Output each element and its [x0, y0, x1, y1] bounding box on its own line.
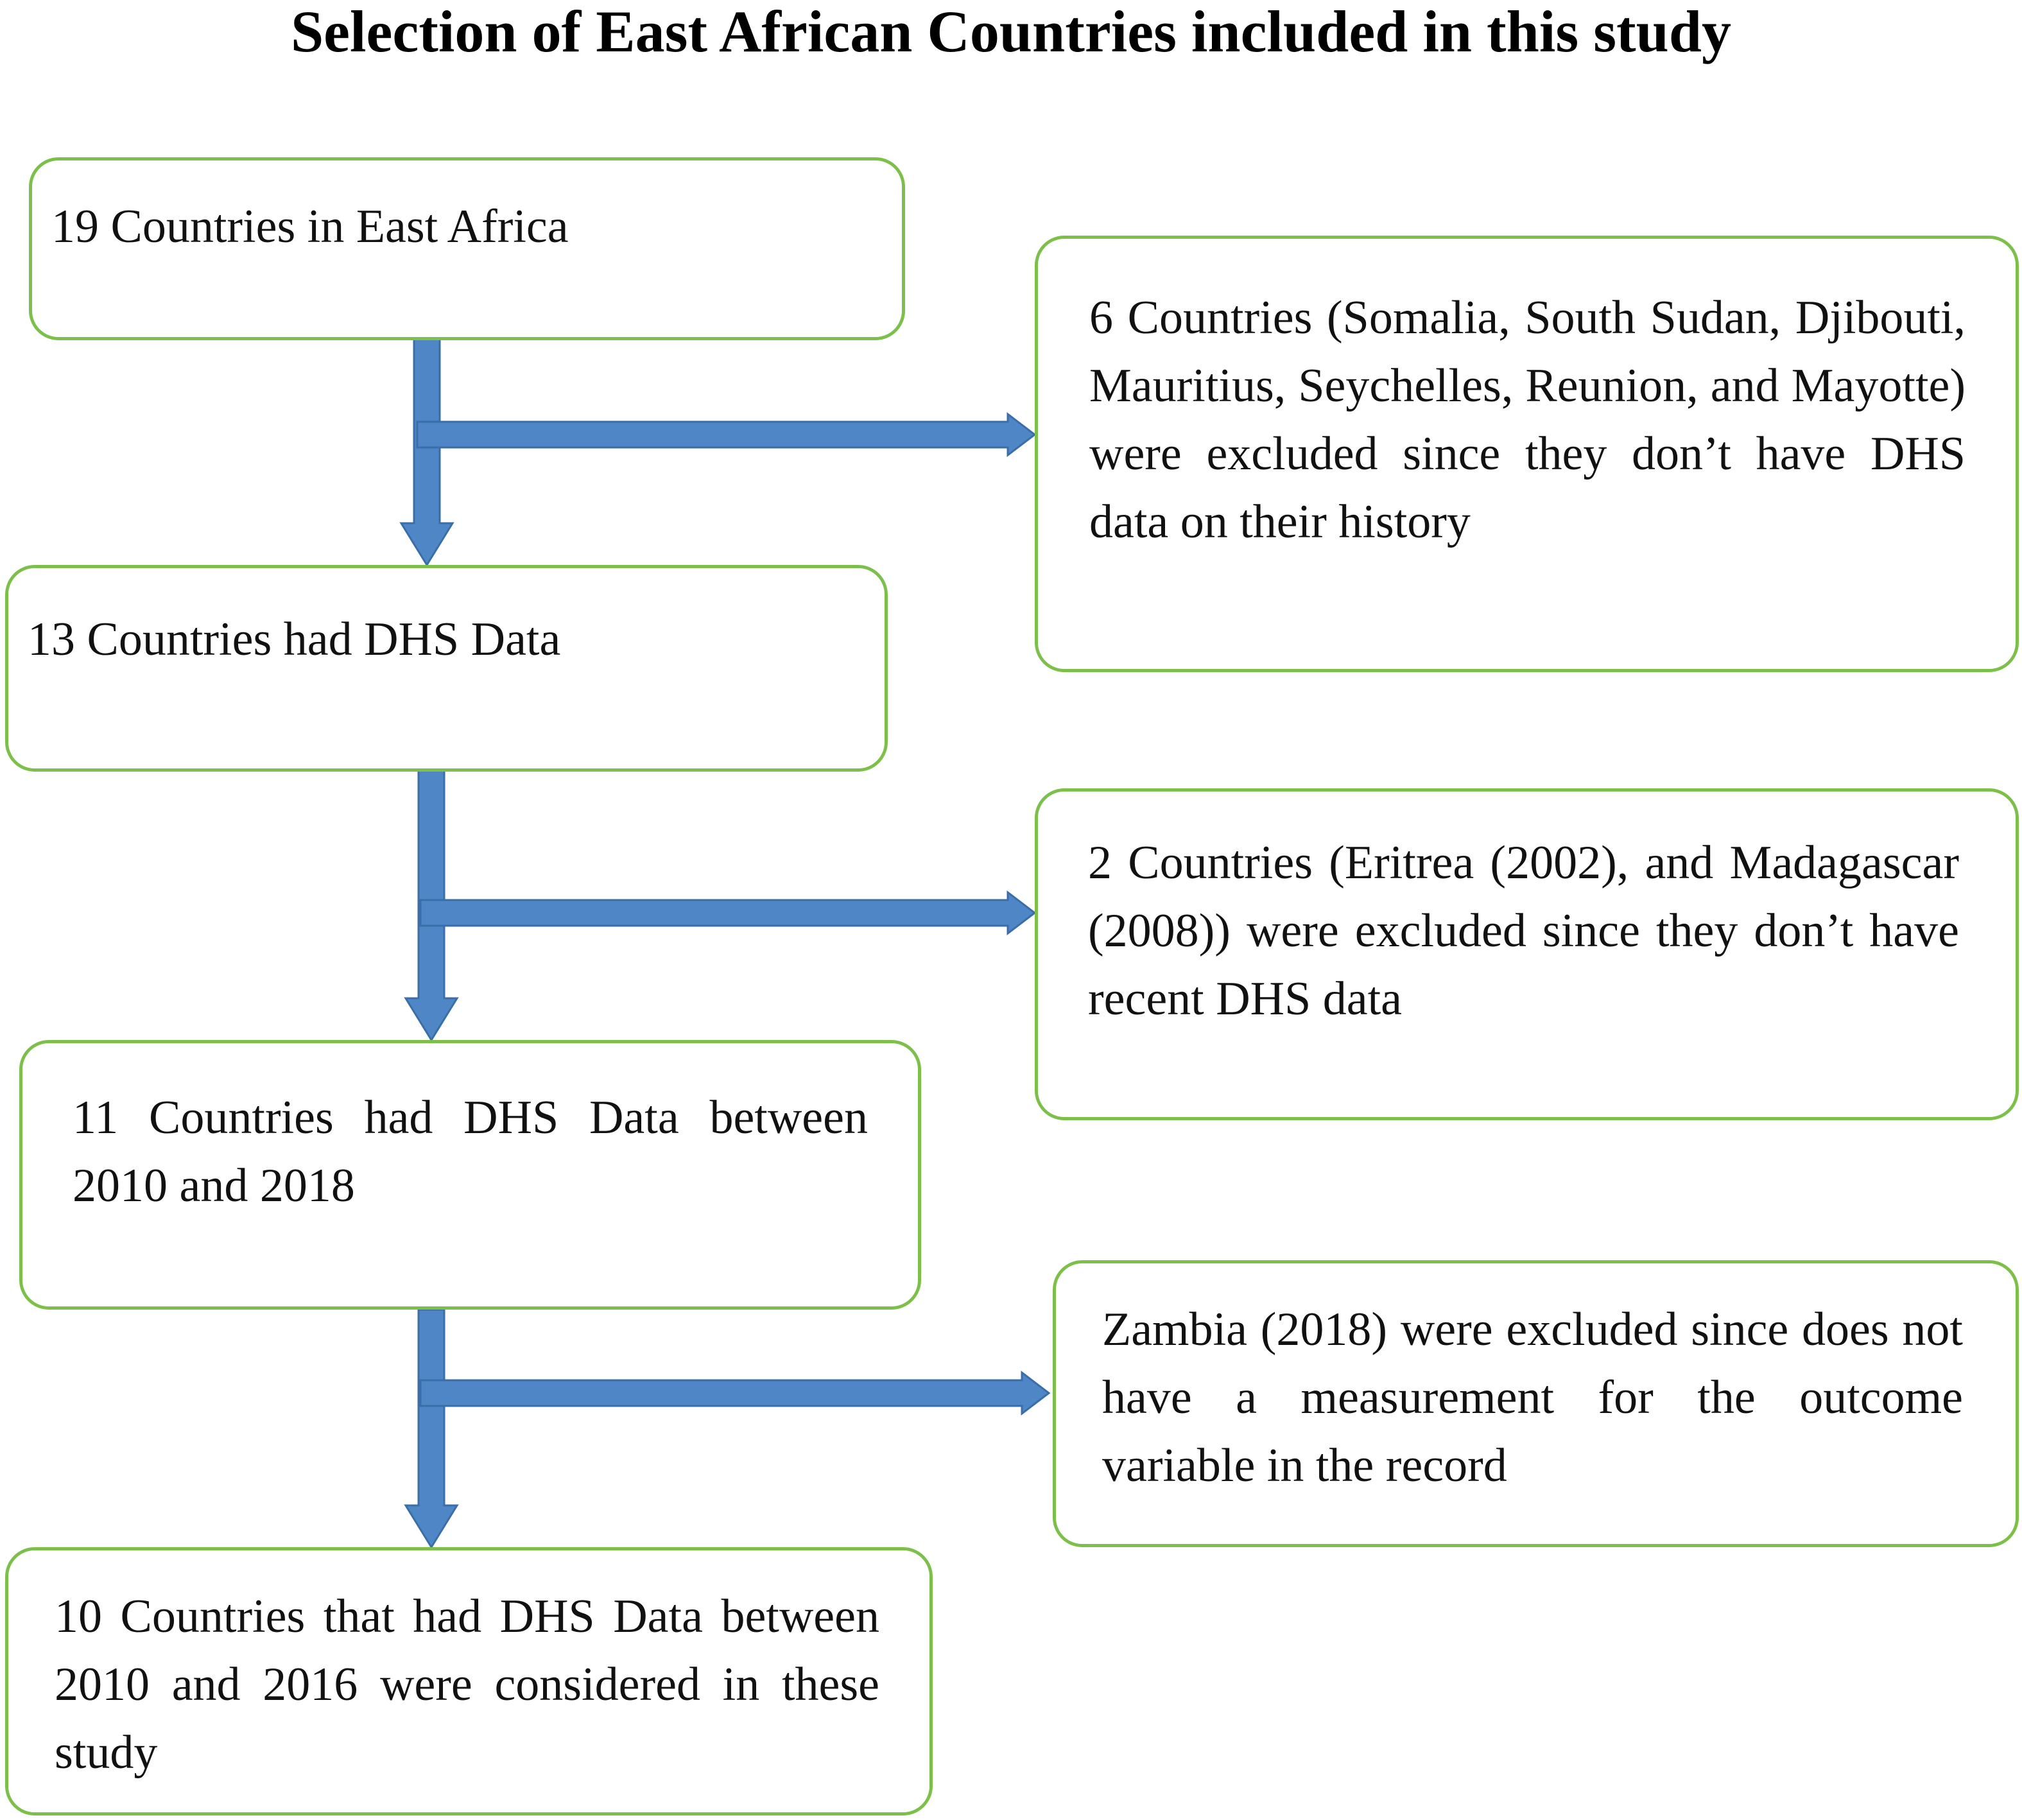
- exclusion-box-2-countries: [1035, 788, 2019, 1120]
- step-box-10-countries: [5, 1547, 933, 1816]
- exclusion-box-6-countries: [1035, 236, 2019, 672]
- right-arrow-2: [420, 892, 1035, 933]
- exclusion-box-zambia: [1053, 1260, 2019, 1547]
- diagram-title: Selection of East African Countries included in this study: [291, 0, 1731, 64]
- down-arrow-1: [401, 339, 453, 565]
- step-text: 19 Countries in East Africa: [51, 200, 569, 253]
- step-box-11-countries: [19, 1040, 921, 1310]
- right-arrow-1: [417, 414, 1035, 455]
- step-text: 10 Countries that had DHS Data between 2010 and 2016 were considered in these study: [55, 1590, 879, 1779]
- exclusion-text: 2 Countries (Eritrea (2002), and Madagascar (2008)) were excluded since they don’t have recent DHS data: [1088, 836, 1959, 1025]
- down-arrow-3: [406, 1310, 457, 1547]
- right-arrow-3: [420, 1373, 1049, 1414]
- step-box-19-countries: [29, 157, 905, 340]
- exclusion-text: 6 Countries (Somalia, South Sudan, Djibouti, Mauritius, Seychelles, Reunion, and Mayotte) were excluded since they don’t have DHS data on their history: [1089, 291, 1966, 548]
- exclusion-text: Zambia (2018) were excluded since does not have a measurement for the outcome variable in the record: [1102, 1303, 1963, 1492]
- step-text: 13 Countries had DHS Data: [28, 613, 561, 666]
- step-box-13-countries: [5, 565, 888, 772]
- step-text: 11 Countries had DHS Data between 2010 and 2018: [73, 1091, 868, 1212]
